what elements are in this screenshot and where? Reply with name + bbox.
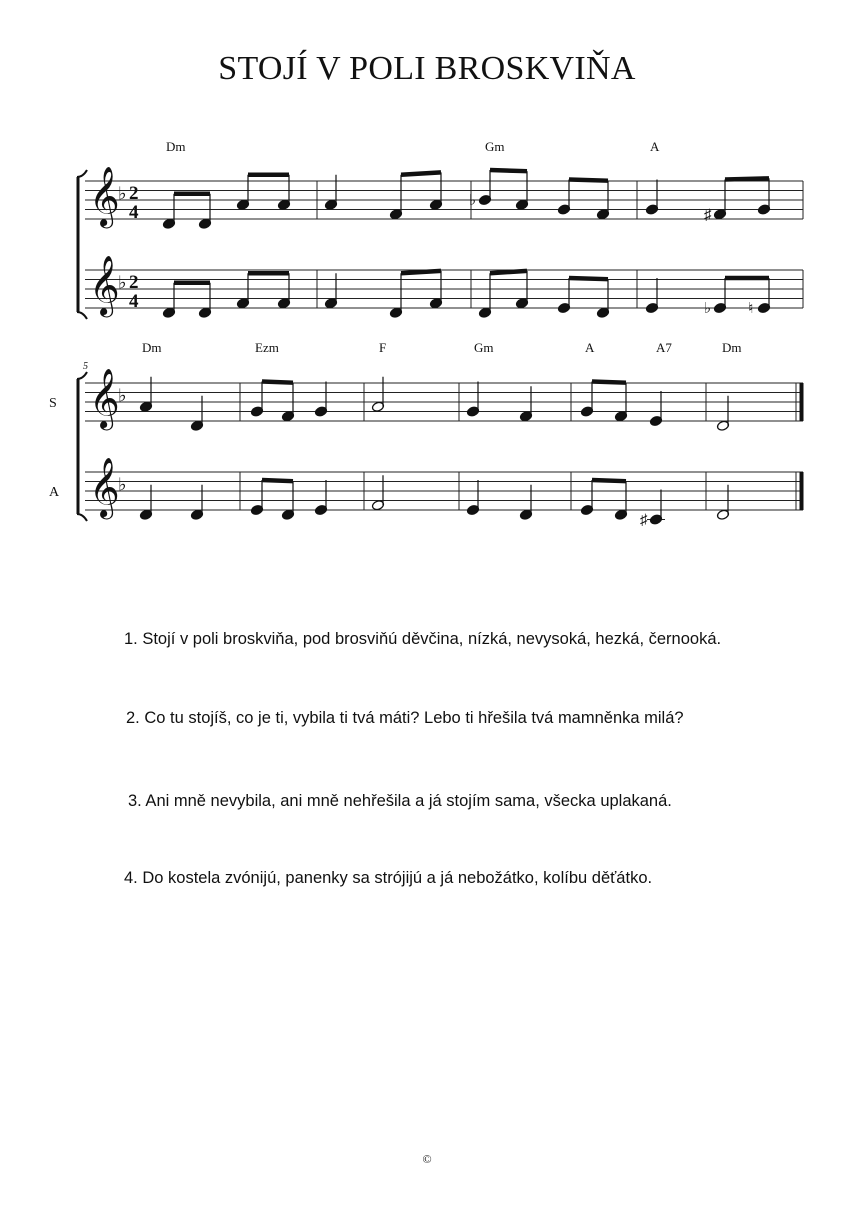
note — [429, 172, 442, 210]
bracket-bottom — [77, 312, 87, 319]
bracket-top — [77, 372, 87, 379]
staff — [85, 166, 803, 229]
chord-symbol: Ezm — [255, 340, 279, 355]
note — [198, 194, 211, 230]
accidental: ♮ — [748, 301, 754, 317]
note — [716, 485, 729, 521]
note — [250, 382, 263, 418]
accidental: ♯ — [640, 512, 648, 529]
key-signature-flat: ♭ — [118, 183, 127, 204]
note — [277, 273, 290, 309]
note — [466, 480, 479, 516]
time-signature-top: 2 — [129, 183, 139, 205]
chord-symbol: Dm — [722, 340, 742, 355]
staff — [49, 457, 803, 528]
beam — [569, 180, 608, 181]
chord-symbol: Gm — [485, 139, 505, 154]
verse-1: 1. Stojí v poli broskviňa, pod brosviňú děvčina, nízká, nevysoká, hezká, černooká. — [124, 630, 722, 648]
key-signature-flat: ♭ — [118, 385, 127, 406]
note — [190, 396, 203, 432]
bracket-bottom — [77, 514, 87, 521]
note — [519, 386, 532, 422]
note — [277, 175, 290, 211]
time-signature-bottom: 4 — [129, 291, 139, 313]
note — [314, 382, 327, 418]
note — [314, 480, 327, 516]
time-signature-top: 2 — [129, 272, 139, 294]
note — [757, 178, 770, 215]
chord-symbol: A7 — [656, 340, 672, 355]
copyright-symbol: © — [422, 1152, 432, 1166]
note — [371, 377, 384, 413]
note — [580, 382, 593, 418]
verse-4: 4. Do kostela zvónijú, panenky sa strójijú a já nebožátko, kolíbu děťátko. — [124, 869, 653, 887]
note — [748, 278, 771, 317]
chord-symbol: F — [379, 340, 387, 355]
key-signature-flat: ♭ — [118, 272, 127, 293]
system-2 — [49, 340, 803, 529]
chord-symbol: Dm — [166, 139, 186, 154]
note — [236, 175, 249, 211]
beam — [569, 278, 608, 279]
accidental: ♯ — [704, 207, 712, 224]
chord-symbol: A — [585, 340, 595, 355]
note — [190, 485, 203, 521]
beam — [490, 170, 527, 171]
beam — [401, 271, 441, 273]
note — [645, 278, 658, 314]
note — [250, 480, 263, 516]
voice-label: S — [49, 395, 57, 411]
note — [469, 170, 492, 209]
note — [324, 175, 337, 211]
key-signature-flat: ♭ — [118, 474, 127, 495]
treble-clef-icon: 𝄞 — [89, 168, 120, 226]
song-title: STOJÍ V POLI BROSKVIŇA — [218, 50, 636, 87]
note — [645, 180, 658, 216]
verse-3: 3. Ani mně nevybila, ani mně nehřešila a já stojím sama, všecka uplakaná. — [128, 792, 672, 810]
note — [466, 382, 479, 418]
note — [162, 194, 175, 230]
note — [716, 396, 729, 432]
note — [519, 485, 532, 521]
chord-symbol: A — [650, 139, 660, 154]
note — [515, 271, 528, 309]
beam — [262, 480, 293, 481]
note — [640, 490, 665, 529]
system-1 — [77, 139, 803, 319]
beam — [592, 480, 626, 481]
note — [580, 480, 593, 516]
beam — [490, 271, 527, 273]
verse-2: 2. Co tu stojíš, co je ti, vybila ti tvá máti? Lebo ti hřešila tvá mamněnka milá? — [126, 709, 684, 727]
note — [557, 180, 570, 216]
note — [478, 273, 491, 318]
note — [236, 273, 249, 309]
note — [704, 180, 727, 224]
note — [371, 475, 384, 511]
note — [557, 278, 570, 314]
note — [389, 175, 402, 220]
staff — [85, 255, 803, 318]
note — [198, 283, 211, 319]
note — [389, 273, 402, 318]
note — [162, 283, 175, 319]
note — [429, 271, 442, 309]
treble-clef-icon: 𝄞 — [89, 459, 120, 517]
note — [324, 273, 337, 309]
beam — [401, 172, 441, 174]
note — [649, 391, 662, 427]
note — [704, 278, 727, 317]
accidental: ♭ — [704, 301, 712, 317]
bracket-top — [77, 170, 87, 177]
treble-clef-icon: 𝄞 — [89, 257, 120, 315]
beam — [725, 178, 769, 179]
accidental: ♭ — [469, 193, 477, 209]
measure-number: 5 — [83, 361, 88, 372]
voice-label: A — [49, 484, 60, 500]
time-signature-bottom: 4 — [129, 202, 139, 224]
chord-symbol: Dm — [142, 340, 162, 355]
beam — [592, 382, 626, 383]
music-score — [0, 0, 854, 560]
note — [139, 485, 152, 521]
beam — [262, 382, 293, 383]
staff — [49, 368, 803, 431]
note — [139, 377, 152, 413]
chord-symbol: Gm — [474, 340, 494, 355]
treble-clef-icon: 𝄞 — [89, 370, 120, 428]
